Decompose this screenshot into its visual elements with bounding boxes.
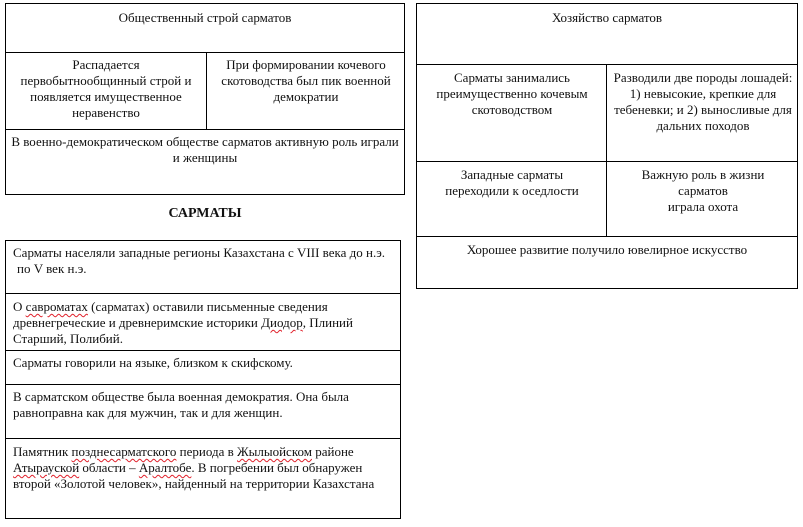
- fact-monument-text-c: районе: [311, 444, 354, 459]
- economy-cell-sedentary: Западные сарматы переходили к оседлости: [445, 167, 579, 198]
- fact-historians-text-b: (сарматах) оставили письменные сведения древнегреческие и древнеримские историки: [13, 299, 328, 330]
- fact-row-historians: [13, 299, 398, 347]
- social-structure-cell-left: Распадается первобытнообщинный строй и появляется имущественное неравенство: [20, 57, 192, 120]
- fact-historians-text-c: , Плиний Старший, Полибий.: [13, 315, 353, 346]
- page-title: САРМАТЫ: [168, 206, 242, 221]
- economy-cell-hunting: [609, 167, 797, 215]
- divider: [6, 129, 404, 130]
- fact-row-settlement: [13, 245, 398, 277]
- fact-monument-text-a: Памятник: [13, 444, 72, 459]
- divider: [206, 52, 207, 130]
- fact-monument-text-d: области –: [79, 460, 139, 475]
- divider: [606, 64, 607, 236]
- divider: [6, 52, 404, 53]
- horses-line1: Разводили две породы лошадей:: [613, 70, 793, 85]
- fact-row-democracy: В сарматском обществе была военная демократия. Она была равноправна как для мужчин, так и для женщин.: [13, 389, 349, 420]
- divider: [6, 293, 400, 294]
- spellcheck-word: Аралтобе: [138, 460, 192, 475]
- fact-historians-text-a: О: [13, 299, 26, 314]
- divider: [6, 350, 400, 351]
- fact-row-language: Сарматы говорили на языке, близком к скифскому.: [13, 355, 293, 370]
- divider: [417, 236, 797, 237]
- economy-footer: Хорошее развитие получило ювелирное искусство: [466, 242, 748, 257]
- social-structure-footer: В военно-демократическом обществе сарматов активную роль играли и женщины: [11, 134, 399, 165]
- fact-monument-text-b: периода в: [176, 444, 237, 459]
- fact-monument-text-e: . В погребении был обнаружен второй «Золотой человек», найденный на территории Казахстана: [13, 460, 375, 491]
- economy-cell-horses: [609, 70, 797, 161]
- hunting-line1: Важную роль в жизни сарматов: [641, 167, 765, 198]
- divider: [417, 64, 797, 65]
- spellcheck-word: Атырауской: [13, 460, 80, 475]
- spellcheck-word: позднесарматского: [71, 444, 177, 459]
- spellcheck-word: савроматах: [25, 299, 88, 314]
- spellcheck-word: Жылыойском: [237, 444, 312, 459]
- divider: [417, 161, 797, 162]
- fact-settlement-line2: по V век н.э.: [17, 261, 87, 276]
- spellcheck-word: Диодор: [261, 315, 303, 330]
- horses-line2: 1) невысокие, крепкие для тебеневки; и 2) выносливые для дальних походов: [614, 86, 792, 133]
- economy-cell-nomadic: Сарматы занимались преимущественно кочевым скотоводством: [436, 70, 588, 117]
- fact-row-monument: [13, 444, 398, 492]
- fact-settlement-line1: Сарматы населяли западные регионы Казахстана с VIII века до н.э.: [13, 245, 386, 260]
- social-structure-header: Общественный строй сарматов: [118, 10, 292, 25]
- divider: [6, 438, 400, 439]
- social-structure-cell-right: При формировании кочевого скотоводства был пик военной демократии: [221, 57, 391, 104]
- facts-table: [5, 240, 401, 519]
- hunting-line2: играла охота: [667, 199, 739, 214]
- economy-header: Хозяйство сарматов: [551, 10, 663, 25]
- economy-table: [416, 3, 798, 289]
- social-structure-table: [5, 3, 405, 195]
- divider: [6, 384, 400, 385]
